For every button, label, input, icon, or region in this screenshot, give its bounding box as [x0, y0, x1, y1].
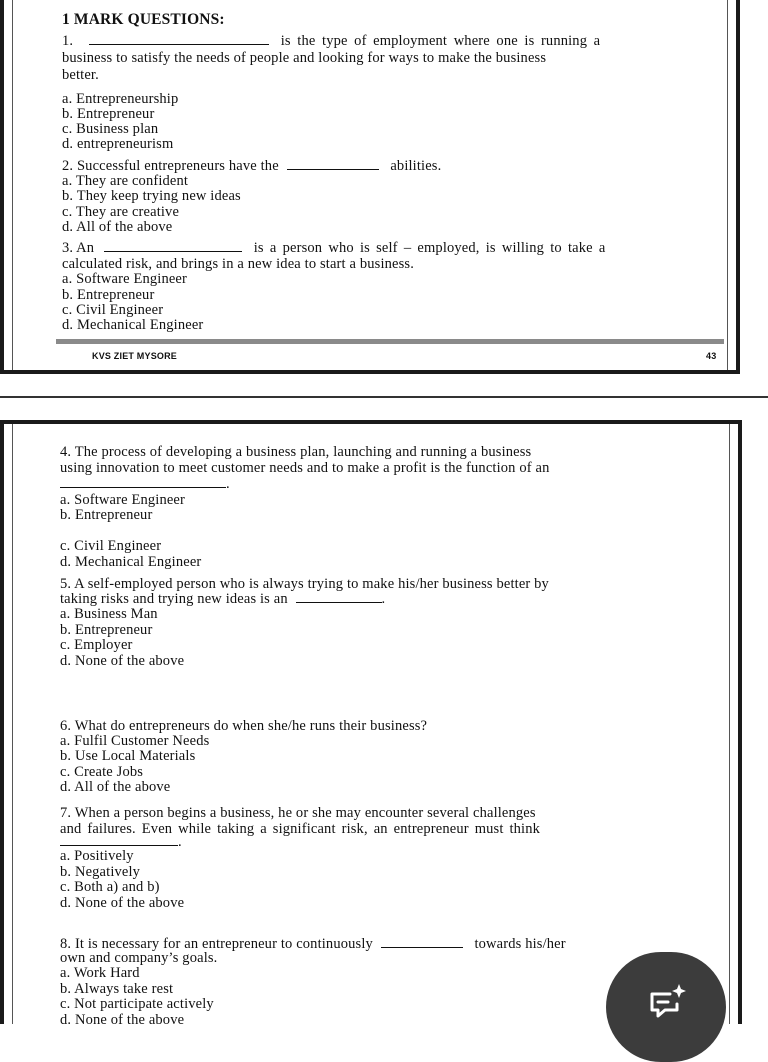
- question-4-option-b: b. Entrepreneur: [60, 507, 153, 523]
- answer-blank: [104, 240, 242, 252]
- question-7-line-1: 7. When a person begins a business, he or she may encounter several challenges: [60, 805, 536, 821]
- question-4-line-1: 4. The process of developing a business plan, launching and running a business: [60, 444, 532, 460]
- question-6-option-a: a. Fulfil Customer Needs: [60, 733, 210, 749]
- section-heading: 1 MARK QUESTIONS:: [62, 11, 225, 28]
- question-2-option-c: c. They are creative: [62, 204, 180, 220]
- question-2-line-1: 2. Successful entrepreneurs have the abilities.: [62, 158, 442, 174]
- page-inner-border-left: [12, 0, 13, 370]
- question-4-blank-line: .: [60, 476, 230, 492]
- question-7-blank-line: .: [60, 834, 182, 850]
- question-3-option-a: a. Software Engineer: [62, 271, 187, 287]
- question-3-line-2: calculated risk, and brings in a new idea to start a business.: [62, 256, 414, 272]
- answer-blank: [296, 591, 382, 603]
- question-2-option-b: b. They keep trying new ideas: [62, 188, 241, 204]
- answer-blank: [381, 936, 463, 948]
- question-3-line-1: 3. An is a person who is self – employed, is willing to take a: [62, 240, 606, 256]
- document-page-43: [0, 0, 740, 374]
- question-5-line-2: taking risks and trying new ideas is an .: [60, 591, 386, 607]
- question-1-line-1: 1. is the type of employment where one is running a: [62, 33, 601, 49]
- question-8-option-a: a. Work Hard: [60, 965, 140, 981]
- page-inner-border-right: [727, 0, 728, 370]
- question-5-option-b: b. Entrepreneur: [60, 622, 153, 638]
- question-1-option-d: d. entrepreneurism: [62, 136, 174, 152]
- question-7-line-2: and failures. Even while taking a significant risk, an entrepreneur must think: [60, 821, 541, 837]
- answer-blank: [287, 158, 379, 170]
- question-5-option-d: d. None of the above: [60, 653, 185, 669]
- answer-blank: [60, 476, 226, 488]
- question-1-option-b: b. Entrepreneur: [62, 106, 155, 122]
- feedback-button[interactable]: [606, 952, 726, 1062]
- question-5-line-1: 5. A self-employed person who is always trying to make his/her business better by: [60, 576, 549, 592]
- question-4-line-2: using innovation to meet customer needs and to make a profit is the function of an: [60, 460, 550, 476]
- question-4-option-c: c. Civil Engineer: [60, 538, 162, 554]
- answer-blank: [89, 33, 269, 45]
- question-6-option-c: c. Create Jobs: [60, 764, 144, 780]
- question-8-option-c: c. Not participate actively: [60, 996, 214, 1012]
- question-3-option-b: b. Entrepreneur: [62, 287, 155, 303]
- question-5-option-c: c. Employer: [60, 637, 133, 653]
- question-8-line-2: own and company’s goals.: [60, 950, 218, 966]
- question-6-option-d: d. All of the above: [60, 779, 171, 795]
- question-8-line-1: 8. It is necessary for an entrepreneur to continuously towards his/her: [60, 936, 566, 952]
- document-page-44: [0, 420, 742, 1028]
- question-7-option-b: b. Negatively: [60, 864, 141, 880]
- question-7-option-d: d. None of the above: [60, 895, 185, 911]
- footer-source: KVS ZIET MYSORE: [92, 351, 178, 361]
- page-inner-border-right: [729, 424, 730, 1024]
- page-number: 43: [706, 351, 717, 361]
- question-6-option-b: b. Use Local Materials: [60, 748, 196, 764]
- question-2-option-d: d. All of the above: [62, 219, 173, 235]
- question-3-option-d: d. Mechanical Engineer: [62, 317, 204, 333]
- question-4-option-d: d. Mechanical Engineer: [60, 554, 202, 570]
- question-1-line-3: better.: [62, 67, 99, 83]
- footer-rule: [56, 339, 724, 344]
- page-inner-border-left: [12, 424, 13, 1024]
- question-2-option-a: a. They are confident: [62, 173, 189, 189]
- question-4-option-a: a. Software Engineer: [60, 492, 185, 508]
- question-5-option-a: a. Business Man: [60, 606, 158, 622]
- question-1-line-2: business to satisfy the needs of people and looking for ways to make the business: [62, 50, 547, 66]
- question-6-line-1: 6. What do entrepreneurs do when she/he runs their business?: [60, 718, 428, 734]
- question-1-option-a: a. Entrepreneurship: [62, 91, 179, 107]
- answer-blank: [60, 834, 178, 846]
- question-8-option-b: b. Always take rest: [60, 981, 174, 997]
- question-3-option-c: c. Civil Engineer: [62, 302, 164, 318]
- page-separator: [0, 396, 768, 398]
- question-7-option-c: c. Both a) and b): [60, 879, 160, 895]
- feedback-sparkle-icon: [646, 982, 690, 1022]
- question-8-option-d: d. None of the above: [60, 1012, 185, 1028]
- question-7-option-a: a. Positively: [60, 848, 134, 864]
- question-1-option-c: c. Business plan: [62, 121, 159, 137]
